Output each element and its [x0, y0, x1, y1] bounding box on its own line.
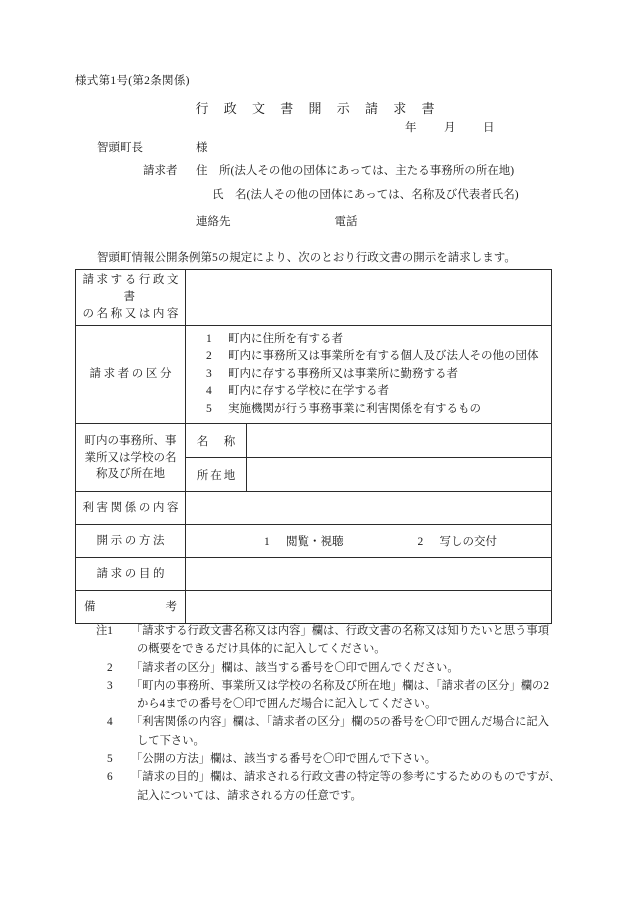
- form-number: 様式第1号(第2条関係): [75, 75, 190, 87]
- label-document-name: 請求する行政文書 の名称又は内容: [76, 270, 186, 326]
- date-line: [405, 119, 495, 135]
- note-item: 4 「利害関係の内容」欄は、「請求者の区分」欄の5の番号を〇印で囲んだ場合に記入 して下さい。: [96, 713, 586, 750]
- field-office-name[interactable]: [247, 424, 552, 458]
- table-row-document-name: [76, 270, 552, 326]
- label-office-address: 所在地: [186, 458, 247, 492]
- field-disclosure-method[interactable]: [186, 525, 552, 558]
- field-office-address[interactable]: [247, 458, 552, 492]
- requester-contact-line: [196, 213, 358, 229]
- label-interest-content: 利害関係の内容: [76, 492, 186, 525]
- request-form-table: [75, 269, 552, 624]
- note-body: 「公開の方法」欄は、該当する番号を〇印で囲んで下さい。: [131, 753, 437, 766]
- field-request-purpose[interactable]: [186, 558, 552, 591]
- table-row-purpose: [76, 558, 552, 591]
- label-requester-category: 請求者の区分: [76, 326, 186, 424]
- note-item: 注1 「請求する行政文書名称又は内容」欄は、行政文書の名称又は知りたいと思う事項 の概要をできるだけ具体的に記入してください。: [96, 622, 586, 659]
- note-body: 「請求の目的」欄は、請求される行政文書の特定等の参考にするためのものですが、 記入については、請求される方の任意です。: [131, 771, 561, 802]
- table-row-office-name: [76, 424, 552, 458]
- note-item: 6 「請求の目的」欄は、請求される行政文書の特定等の参考にするためのものですが、 記入については、請求される方の任意です。: [96, 768, 586, 805]
- addressee-name: 智頭町長: [97, 142, 143, 154]
- table-row-requester-category: [76, 326, 552, 424]
- date-year-label: 年: [405, 122, 417, 134]
- label-disclosure-method: 開示の方法: [76, 525, 186, 558]
- document-title: 行 政 文 書 開 示 請 求 書: [195, 101, 441, 116]
- category-option[interactable]: 4 町内に存する学校に在学する者: [206, 385, 389, 398]
- date-day-label: 日: [483, 122, 495, 134]
- method-option-2[interactable]: 2 写しの交付: [417, 536, 497, 549]
- note-body: 「利害関係の内容」欄は、「請求者の区分」欄の5の番号を〇印で囲んだ場合に記入 して下さい。: [131, 716, 549, 747]
- note-body: 「町内の事務所、事業所又は学校の名称及び所在地」欄は、「請求者の区分」欄の2 から4までの番号を〇印で囲んだ場合に記入してください。: [131, 679, 549, 711]
- notes-section: [96, 622, 586, 805]
- category-option[interactable]: 2 町内に事務所又は事業所を有する個人及び法人その他の団体: [206, 350, 539, 363]
- requester-category-options: [186, 326, 551, 423]
- category-option[interactable]: 1 町内に住所を有する者: [206, 333, 343, 345]
- disclosure-method-options: [186, 533, 551, 549]
- label-office-name: 名 称: [186, 424, 247, 458]
- requester-label: 請求者: [143, 165, 178, 177]
- note-item: 5 「公開の方法」欄は、該当する番号を〇印で囲んで下さい。: [96, 750, 586, 768]
- note-body: 「請求する行政文書名称又は内容」欄は、行政文書の名称又は知りたいと思う事項 の概要をできるだけ具体的に記入してください。: [131, 625, 549, 656]
- table-row-disclosure-method: [76, 525, 552, 558]
- phone-label: 電話: [334, 216, 358, 228]
- category-option[interactable]: 5 実施機関が行う事務事業に利害関係を有するもの: [206, 402, 481, 415]
- field-interest-content[interactable]: [186, 492, 552, 525]
- addressee-honorific: 様: [196, 142, 208, 154]
- table-row-remarks: [76, 591, 552, 624]
- table-row-interest: [76, 492, 552, 525]
- requester-name-line: 氏 名(法人その他の団体にあっては、名称及び代表者氏名): [212, 189, 519, 201]
- requester-address-line: 住 所(法人その他の団体にあっては、主たる事務所の所在地): [196, 165, 515, 177]
- field-requester-category[interactable]: [186, 326, 552, 424]
- field-remarks[interactable]: [186, 591, 552, 624]
- contact-label: 連絡先: [196, 216, 231, 228]
- label-request-purpose: 請求の目的: [76, 558, 186, 591]
- note-body: 「請求者の区分」欄は、該当する番号を〇印で囲んでください。: [131, 661, 459, 674]
- note-item: 2 「請求者の区分」欄は、該当する番号を〇印で囲んでください。: [96, 659, 586, 677]
- label-remarks: 備 考: [76, 591, 186, 624]
- intro-text: 智頭町情報公開条例第5の規定により、次のとおり行政文書の開示を請求します。: [97, 252, 516, 264]
- date-month-label: 月: [444, 122, 456, 134]
- field-document-name[interactable]: [186, 270, 552, 326]
- method-option-1[interactable]: 1 閲覧・視聴: [264, 536, 344, 549]
- label-office-info: 町内の事務所、事 業所又は学校の名 称及び所在地: [76, 424, 186, 492]
- note-item: 3 「町内の事務所、事業所又は学校の名称及び所在地」欄は、「請求者の区分」欄の2 から4までの番号を〇印で囲んだ場合に記入してください。: [96, 677, 586, 714]
- category-option[interactable]: 3 町内に存する事務所又は事業所に勤務する者: [206, 367, 458, 380]
- addressee: [97, 139, 208, 155]
